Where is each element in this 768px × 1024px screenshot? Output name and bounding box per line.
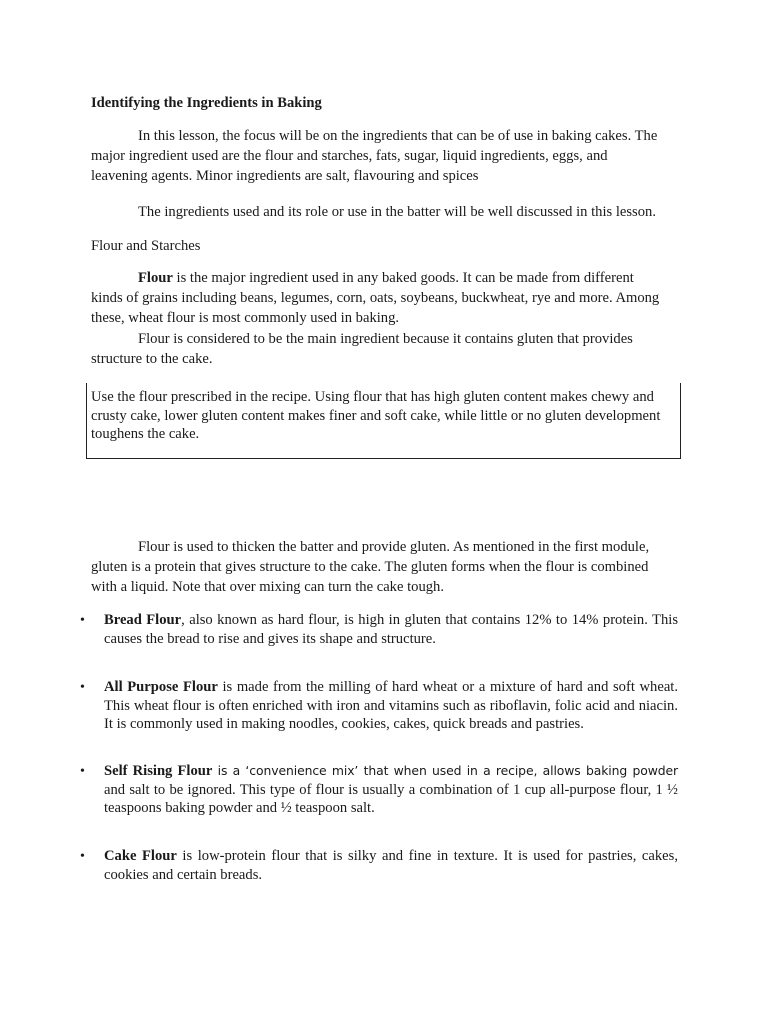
flour-para-line-1	[138, 268, 634, 288]
bread-flour-term: Bread Flour	[104, 612, 182, 628]
intro-line-3: leavening agents. Minor ingredients are salt, flavouring and spices	[91, 168, 479, 184]
self-rising-flour-term: Self Rising Flour	[104, 763, 213, 779]
cake-flour-text: is low-protein flour that is silky and fine in texture. It is used for pastries, cakes, cookies and certain breads.	[104, 848, 678, 883]
all-purpose-flour-text: is made from the milling of hard wheat or a mixture of hard and soft wheat. This wheat flour is often enriched with iron and vitamins such as riboflavin, folic acid and niacin. It is commonly used in making noodles, cookies, cakes, quick breads and pastries.	[104, 679, 679, 732]
thicken-line-1: Flour is used to thicken the batter and provide gluten. As mentioned in the first module,	[138, 539, 650, 555]
flour-para-line-3: these, wheat flour is most commonly used in baking.	[91, 310, 400, 326]
flour-para-line-1-text: is the major ingredient used in any baked goods. It can be made from different	[172, 270, 634, 286]
list-item-all-purpose-flour	[104, 678, 678, 734]
bullet-glyph: •	[80, 613, 85, 628]
bullet-glyph: •	[80, 849, 85, 864]
intro-paragraph-2: The ingredients used and its role or use in the batter will be well discussed in this lesson.	[138, 204, 656, 220]
self-rising-flour-text-sans: is a ‘convenience mix’ that when used in a recipe, allows baking powder	[212, 763, 679, 778]
flour-para-line-2: kinds of grains including beans, legumes, corn, oats, soybeans, buckwheat, rye and more. Among	[91, 290, 660, 306]
bullet-glyph: •	[80, 680, 85, 695]
thicken-line-3: with a liquid. Note that over mixing can turn the cake tough.	[91, 579, 445, 595]
intro-line-1: In this lesson, the focus will be on the ingredients that can be of use in baking cakes. The	[138, 128, 658, 144]
list-item-cake-flour	[104, 847, 678, 884]
list-item-bread-flour	[104, 611, 678, 648]
note-box	[86, 383, 681, 459]
bread-flour-text: , also known as hard flour, is high in gluten that contains 12% to 14% protein. This causes the bread to rise and gives its shape and structure.	[104, 612, 678, 647]
bullet-glyph: •	[80, 764, 85, 779]
note-box-text: Use the flour prescribed in the recipe. Using flour that has high gluten content makes chewy and crusty cake, lower gluten content makes finer and soft cake, while little or no gluten development toughens the cake.	[91, 389, 661, 442]
self-rising-flour-text: and salt to be ignored. This type of flour is usually a combination of 1 cup all-purpose flour, 1 ½ teaspoons baking powder and ½ teaspoon salt.	[104, 781, 678, 816]
thicken-line-2: gluten is a protein that gives structure to the cake. The gluten forms when the flour is combined	[91, 559, 649, 575]
flour-para-line-5: structure to the cake.	[91, 351, 213, 367]
intro-line-2: major ingredient used are the flour and starches, fats, sugar, liquid ingredients, eggs, and	[91, 148, 608, 164]
list-item-self-rising-flour	[104, 762, 678, 818]
cake-flour-term: Cake Flour	[104, 848, 177, 864]
section-heading: Flour and Starches	[91, 238, 201, 254]
page-title: Identifying the Ingredients in Baking	[91, 95, 322, 111]
flour-term: Flour	[138, 270, 173, 286]
all-purpose-flour-term: All Purpose Flour	[104, 679, 218, 695]
flour-para-line-4: Flour is considered to be the main ingredient because it contains gluten that provides	[138, 331, 633, 347]
